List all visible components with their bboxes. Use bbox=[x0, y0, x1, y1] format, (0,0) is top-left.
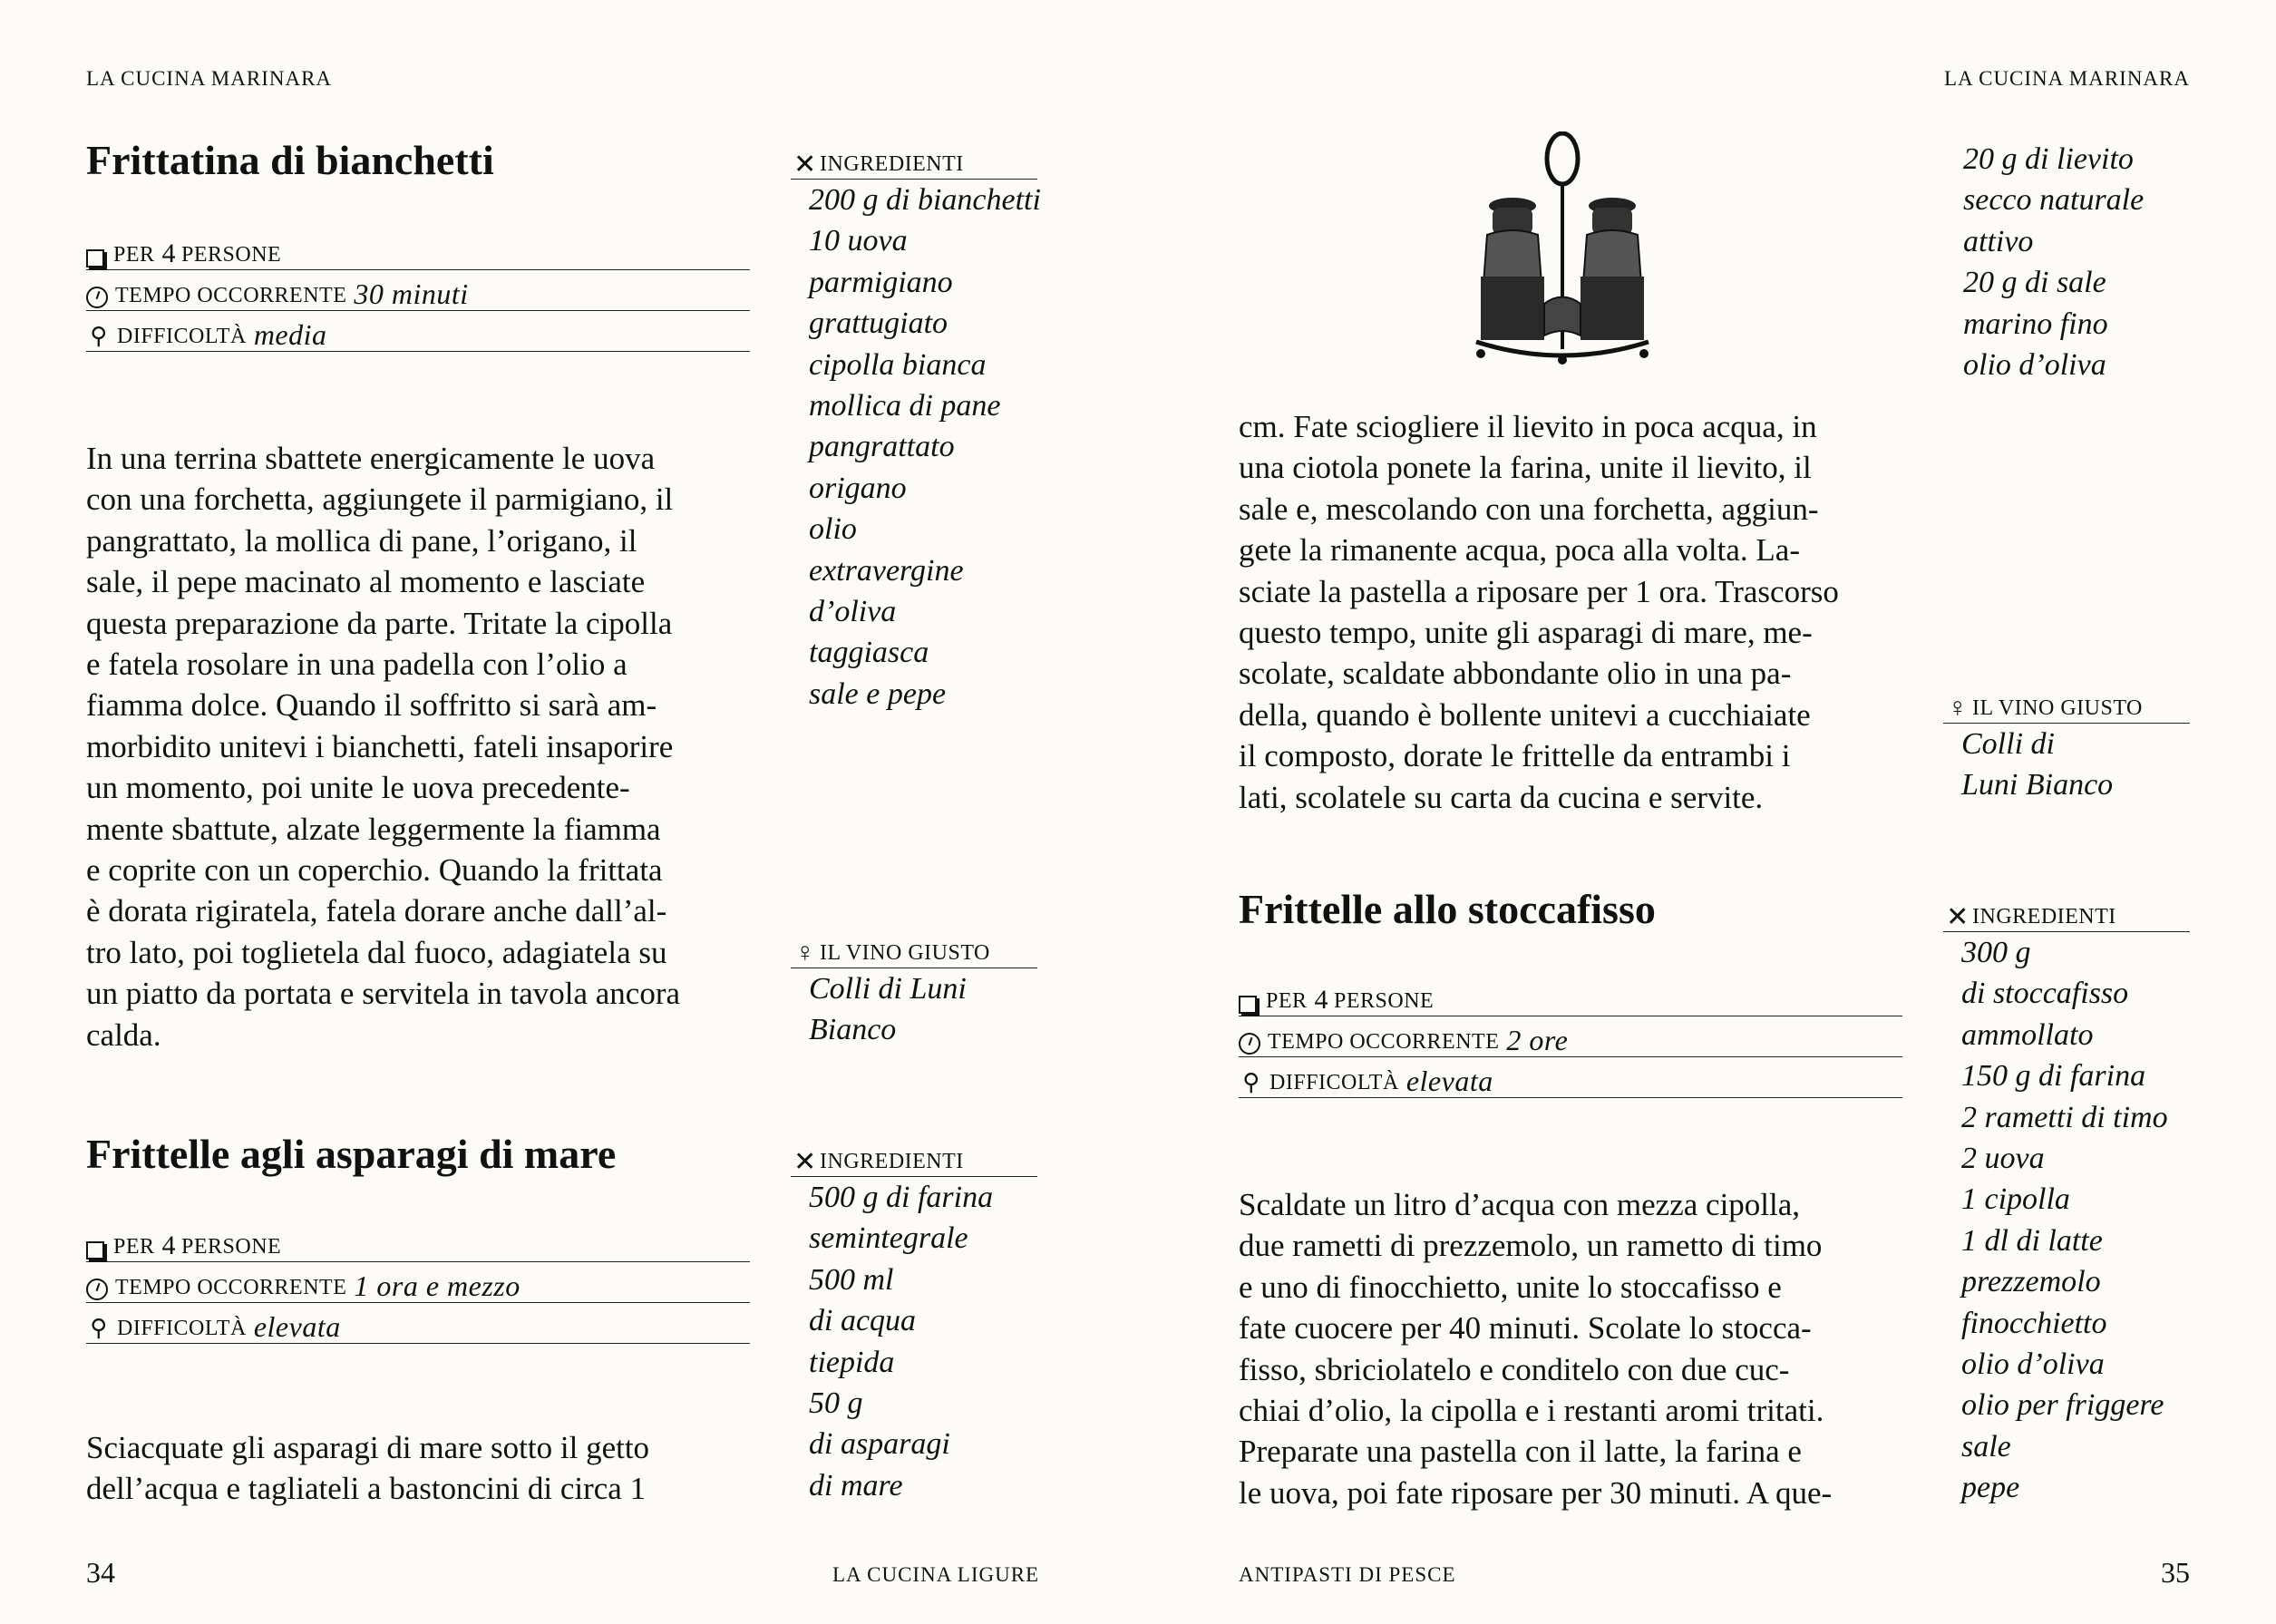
recipe-body bbox=[1239, 406, 1902, 818]
persons-value: 4 bbox=[1314, 985, 1329, 1015]
list-item: di mare bbox=[809, 1468, 903, 1502]
page-number-right: 35 bbox=[2161, 1556, 2190, 1589]
wine-block bbox=[1943, 689, 2190, 806]
recipe-meta bbox=[86, 231, 750, 352]
body-line: e fatela rosolare in una padella con l’olio a bbox=[86, 647, 627, 683]
crossed-utensils-icon: ✕ bbox=[793, 1146, 817, 1177]
list-item: ammollato bbox=[1961, 1017, 2094, 1052]
body-line: sale e, mescolando con una forchetta, aggiun- bbox=[1239, 491, 1819, 527]
square-icon bbox=[1239, 996, 1257, 1014]
time-label: TEMPO OCCORRENTE bbox=[1268, 1030, 1500, 1054]
clock-icon bbox=[86, 287, 108, 308]
ingredients-label: INGREDIENTI bbox=[820, 1150, 964, 1173]
list-item: olio per friggere bbox=[1961, 1388, 2164, 1423]
list-item: 2 uova bbox=[1961, 1142, 2045, 1176]
body-line: della, quando è bollente unitevi a cucchiaiate bbox=[1239, 696, 1811, 733]
difficulty-value: elevata bbox=[253, 1310, 341, 1343]
difficulty-row bbox=[86, 1303, 750, 1344]
body-line: è dorata rigiratela, fatela dorare anche dall’al- bbox=[86, 893, 667, 929]
list-item: origano bbox=[809, 471, 907, 505]
list-item: 500 ml bbox=[809, 1262, 894, 1297]
ingredients-label: INGREDIENTI bbox=[1972, 905, 2116, 929]
body-line: Scaldate un litro d’acqua con mezza cipolla, bbox=[1239, 1187, 1801, 1222]
list-item: 200 g di bianchetti bbox=[809, 183, 1041, 217]
body-line: In una terrina sbattete energicamente le uova bbox=[86, 441, 656, 476]
list-item: grattugiato bbox=[809, 306, 948, 341]
persons-value: 4 bbox=[161, 1230, 177, 1260]
spoons-icon: ⚲ bbox=[90, 1315, 108, 1341]
list-item: olio d’oliva bbox=[1963, 348, 2106, 383]
clock-icon bbox=[86, 1279, 108, 1300]
body-line: e uno di finocchietto, unite lo stoccafisso e bbox=[1239, 1269, 1782, 1305]
wine-name: Bianco bbox=[809, 1013, 897, 1047]
body-line: cm. Fate sciogliere il lievito in poca acqua, in bbox=[1239, 409, 1817, 444]
time-value: 2 ore bbox=[1506, 1024, 1569, 1056]
list-item: sale bbox=[1961, 1429, 2011, 1464]
body-line: e coprite con un coperchio. Quando la frittata bbox=[86, 852, 663, 889]
list-item: 150 g di farina bbox=[1961, 1059, 2146, 1094]
difficulty-label: DIFFICOLTÀ bbox=[117, 325, 247, 348]
time-row bbox=[86, 1262, 750, 1303]
wine-header bbox=[1943, 689, 2190, 724]
persons-row bbox=[1239, 977, 1902, 1016]
body-line: un momento, poi unite le uova precedente- bbox=[86, 770, 630, 806]
persons-label: PER bbox=[1266, 989, 1308, 1013]
list-item: 20 g di lievito bbox=[1963, 142, 2134, 176]
running-head-right: LA CUCINA MARINARA bbox=[1943, 67, 2190, 90]
footer-left: LA CUCINA LIGURE bbox=[832, 1563, 1040, 1586]
list-item: prezzemolo bbox=[1961, 1265, 2101, 1299]
list-item: 1 cipolla bbox=[1961, 1182, 2070, 1217]
recipe-meta bbox=[1239, 977, 1902, 1098]
difficulty-value: media bbox=[253, 318, 327, 351]
body-line: una ciotola ponete la farina, unite il lievito, il bbox=[1239, 450, 1812, 486]
list-item: finocchietto bbox=[1961, 1306, 2107, 1340]
list-item: di acqua bbox=[809, 1304, 917, 1338]
body-line: fisso, sbriciolatelo e conditelo con due cuc- bbox=[1239, 1351, 1790, 1387]
square-icon bbox=[86, 249, 104, 267]
recipe-title: Frittatina di bianchetti bbox=[86, 137, 494, 183]
time-value: 30 minuti bbox=[354, 277, 469, 310]
list-item: 10 uova bbox=[809, 224, 908, 258]
list-item: attivo bbox=[1963, 224, 2034, 258]
time-label: TEMPO OCCORRENTE bbox=[115, 1276, 347, 1299]
spoons-icon: ⚲ bbox=[1242, 1069, 1260, 1095]
ingredients-header bbox=[791, 1143, 1037, 1177]
difficulty-row bbox=[86, 311, 750, 352]
recipe-body bbox=[1239, 1184, 1902, 1513]
list-item: 50 g bbox=[809, 1386, 863, 1421]
persons-row bbox=[86, 231, 750, 270]
time-value: 1 ora e mezzo bbox=[354, 1269, 520, 1302]
wine-name: Colli di Luni bbox=[809, 972, 967, 1006]
body-line: pangrattato, la mollica di pane, l’origano, il bbox=[86, 522, 637, 559]
body-line: mente sbattute, alzate leggermente la fiamma bbox=[86, 811, 661, 847]
recipe-meta bbox=[86, 1223, 750, 1344]
body-line: Preparate una pastella con il latte, la farina e bbox=[1239, 1434, 1802, 1470]
list-item: parmigiano bbox=[809, 265, 953, 299]
list-item: cipolla bianca bbox=[809, 347, 987, 382]
ingredients-list bbox=[791, 180, 1041, 715]
wine-label: IL VINO GIUSTO bbox=[1972, 696, 2143, 720]
list-item: olio bbox=[809, 512, 857, 547]
running-head-left: LA CUCINA MARINARA bbox=[86, 67, 333, 90]
body-line: Sciacquate gli asparagi di mare sotto il getto bbox=[86, 1430, 650, 1465]
list-item: d’oliva bbox=[809, 595, 897, 629]
clock-icon bbox=[1239, 1033, 1260, 1055]
body-line: tro lato, poi toglietela dal fuoco, adagiatela su bbox=[86, 934, 667, 970]
ingredients-list bbox=[1943, 932, 2190, 1509]
wine-name: Colli di bbox=[1961, 727, 2055, 761]
body-line: due rametti di prezzemolo, un rametto di timo bbox=[1239, 1228, 1823, 1264]
wine-block bbox=[791, 934, 1037, 1051]
persons-suffix: PERSONE bbox=[181, 243, 282, 267]
wine-glass-icon: ♀ bbox=[1947, 693, 1969, 723]
body-line: chiai d’olio, la cipolla e i restanti aromi tritati. bbox=[1239, 1393, 1824, 1429]
body-line: lati, scolatele su carta da cucina e servite. bbox=[1239, 779, 1764, 815]
body-line: calda. bbox=[86, 1016, 161, 1053]
list-item: 300 g bbox=[1961, 936, 2031, 969]
list-item: 20 g di sale bbox=[1963, 266, 2106, 300]
difficulty-value: elevata bbox=[1405, 1065, 1493, 1097]
difficulty-label: DIFFICOLTÀ bbox=[117, 1317, 247, 1340]
wine-header bbox=[791, 934, 1037, 968]
body-line: scolate, scaldate abbondante olio in una pa- bbox=[1239, 656, 1792, 692]
body-line: morbidito unitevi i bianchetti, fateli insaporire bbox=[86, 728, 674, 764]
time-row bbox=[1239, 1016, 1902, 1057]
time-row bbox=[86, 270, 750, 311]
difficulty-row bbox=[1239, 1057, 1902, 1098]
list-item: di asparagi bbox=[809, 1427, 950, 1462]
list-item: semintegrale bbox=[809, 1221, 968, 1256]
ingredients-block bbox=[1943, 898, 2190, 1509]
difficulty-label: DIFFICOLTÀ bbox=[1269, 1071, 1399, 1094]
body-line: il composto, dorate le frittelle da entrambi i bbox=[1239, 738, 1791, 774]
recipe-title: Frittelle allo stoccafisso bbox=[1239, 886, 1656, 932]
list-item: olio d’oliva bbox=[1961, 1347, 2105, 1382]
list-item: sale e pepe bbox=[809, 676, 947, 711]
ingredients-label: INGREDIENTI bbox=[820, 152, 964, 176]
page-number-left: 34 bbox=[86, 1556, 115, 1589]
list-item: mollica di pane bbox=[809, 389, 1001, 423]
list-item: 2 rametti di timo bbox=[1961, 1100, 2168, 1134]
list-item: 500 g di farina bbox=[809, 1181, 994, 1214]
body-line: con una forchetta, aggiungete il parmigiano, il bbox=[86, 481, 674, 518]
body-line: questo tempo, unite gli asparagi di mare, me- bbox=[1239, 615, 1813, 651]
list-item: pangrattato bbox=[809, 430, 955, 464]
recipe-title: Frittelle agli asparagi di mare bbox=[86, 1131, 617, 1177]
cruet-set-illustration bbox=[1467, 131, 1658, 369]
list-item: 1 dl di latte bbox=[1961, 1223, 2103, 1258]
ingredients-header bbox=[791, 145, 1037, 180]
list-item: pepe bbox=[1961, 1471, 2020, 1505]
list-item: extravergine bbox=[809, 553, 964, 588]
ingredients-block bbox=[791, 145, 1041, 715]
ingredients-list bbox=[791, 1177, 1037, 1506]
wine-label: IL VINO GIUSTO bbox=[820, 941, 990, 965]
ingredients-block bbox=[791, 1143, 1037, 1506]
persons-suffix: PERSONE bbox=[1334, 989, 1435, 1013]
wine-glass-icon: ♀ bbox=[794, 938, 816, 968]
recipe-body bbox=[86, 438, 750, 1055]
list-item: secco naturale bbox=[1963, 183, 2145, 218]
list-item: di stoccafisso bbox=[1961, 977, 2129, 1011]
body-line: gete la rimanente acqua, poca alla volta. La- bbox=[1239, 532, 1800, 569]
crossed-utensils-icon: ✕ bbox=[793, 149, 817, 180]
list-item: tiepida bbox=[809, 1345, 895, 1379]
body-line: questa preparazione da parte. Tritate la cipolla bbox=[86, 605, 673, 641]
crossed-utensils-icon: ✕ bbox=[1946, 901, 1970, 932]
body-line: fate cuocere per 40 minuti. Scolate lo stocca- bbox=[1239, 1310, 1812, 1347]
ingredients-header bbox=[1943, 898, 2190, 932]
list-item: taggiasca bbox=[809, 636, 929, 670]
persons-value: 4 bbox=[161, 238, 177, 268]
persons-label: PER bbox=[113, 1235, 155, 1259]
ingredients-list-continued bbox=[1945, 139, 2144, 385]
persons-row bbox=[86, 1223, 750, 1262]
square-icon bbox=[86, 1241, 104, 1259]
body-line: le uova, poi fate riposare per 30 minuti. A que- bbox=[1239, 1474, 1833, 1511]
body-line: sale, il pepe macinato al momento e lasciate bbox=[86, 564, 646, 600]
persons-label: PER bbox=[113, 243, 155, 267]
body-line: un piatto da portata e servitela in tavola ancora bbox=[86, 976, 681, 1012]
body-line: sciate la pastella a riposare per 1 ora. Trascorso bbox=[1239, 573, 1839, 609]
footer-right: ANTIPASTI DI PESCE bbox=[1239, 1563, 1456, 1586]
recipe-body bbox=[86, 1427, 750, 1510]
spoons-icon: ⚲ bbox=[90, 323, 108, 349]
list-item: marino fino bbox=[1963, 306, 2108, 341]
body-line: dell’acqua e tagliateli a bastoncini di circa 1 bbox=[86, 1471, 647, 1507]
persons-suffix: PERSONE bbox=[181, 1235, 282, 1259]
wine-name: Luni Bianco bbox=[1961, 768, 2114, 802]
body-line: fiamma dolce. Quando il soffritto si sarà am- bbox=[86, 687, 657, 724]
time-label: TEMPO OCCORRENTE bbox=[115, 284, 347, 307]
